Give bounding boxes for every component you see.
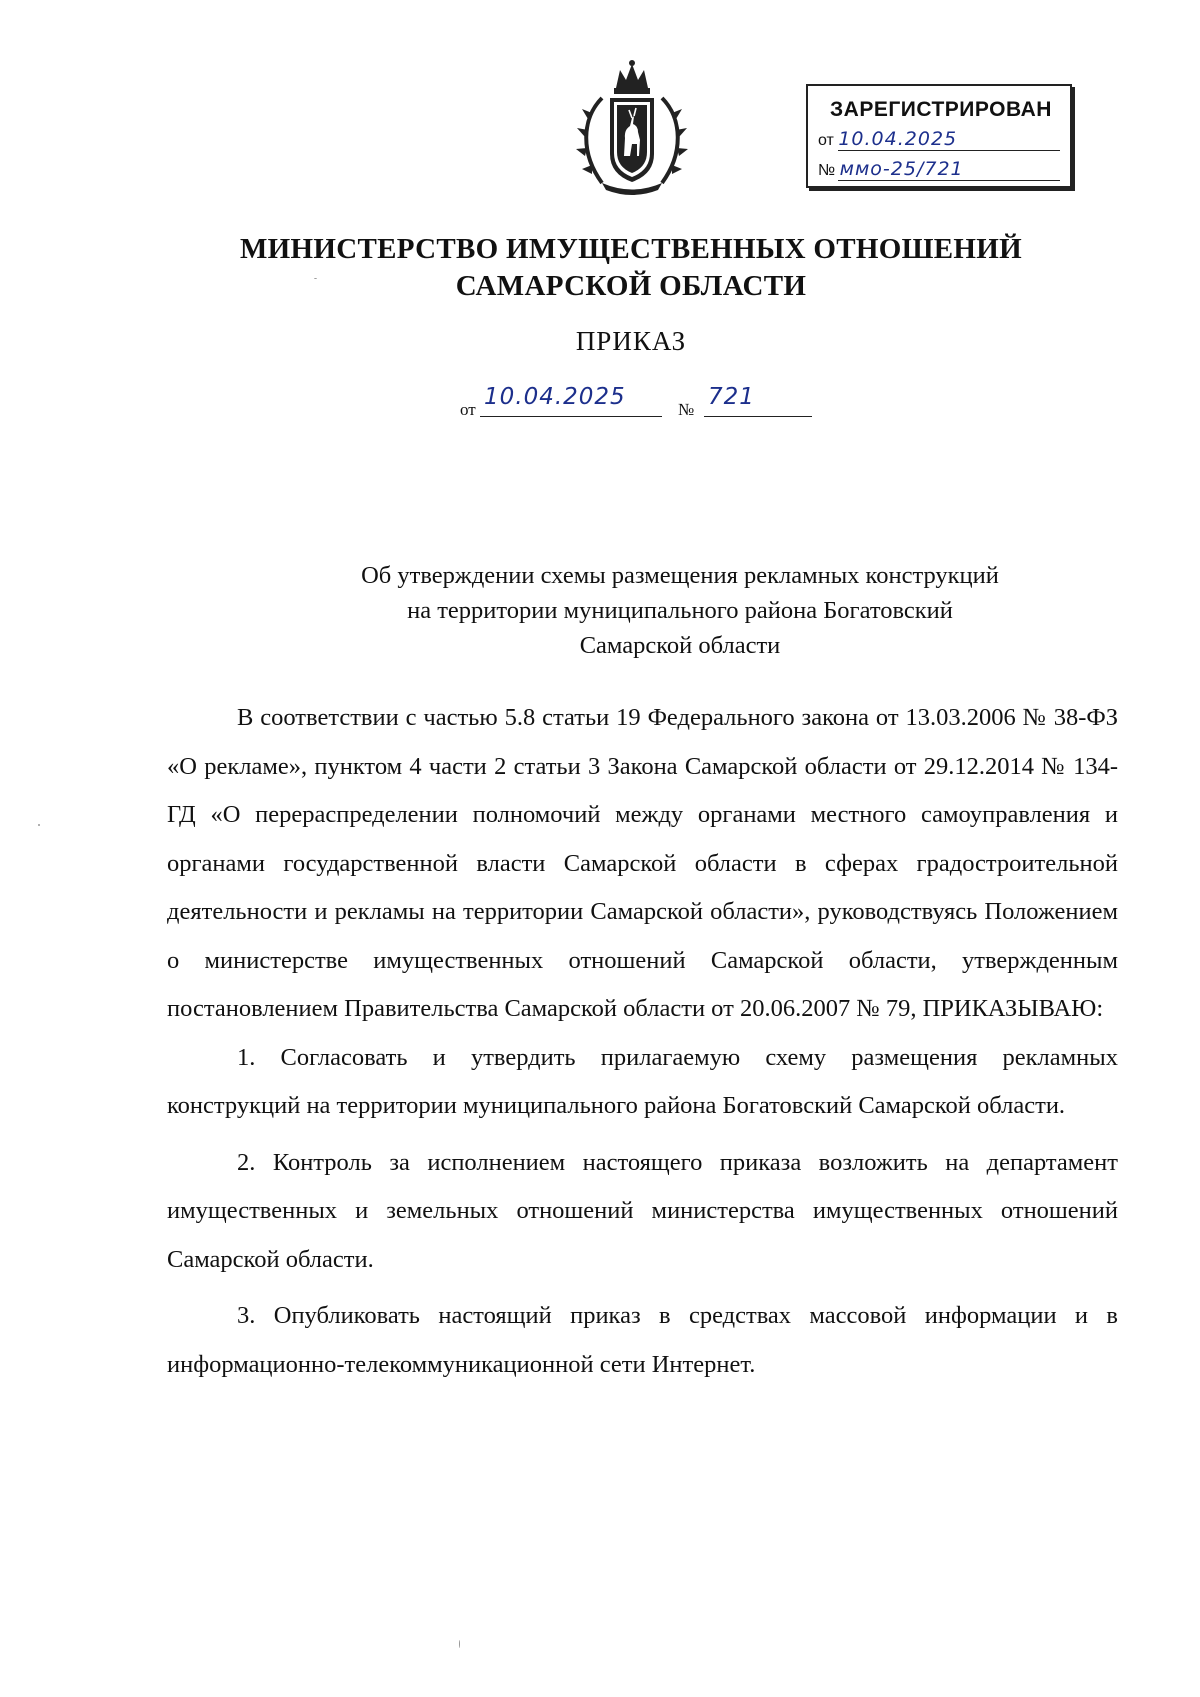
stamp-number-prefix: № (818, 162, 836, 179)
subject-line: Об утверждении схемы размещения рекламных конструкций (361, 562, 999, 589)
stamp-number-row (818, 158, 964, 180)
order-item: 3. Опубликовать настоящий приказ в средствах массовой информации и в информационно-телекоммуникационной сети Интернет. (167, 1302, 1118, 1378)
stamp-date-prefix: от (818, 132, 834, 149)
order-date-field (480, 386, 662, 417)
subject-line: Самарской области (579, 632, 781, 659)
stamp-number-handwritten: ммо-25/721 (839, 158, 964, 180)
order-date-number-line (460, 384, 820, 424)
order-body (167, 694, 1118, 1389)
stamp-date-handwritten: 10.04.2025 (838, 128, 958, 150)
stamp-date-row (818, 128, 957, 150)
document-type-title: ПРИКАЗ (575, 326, 687, 356)
coat-of-arms-emblem (572, 58, 692, 196)
order-date-handwritten: 10.04.2025 (484, 384, 626, 410)
ministry-name-line2: САМАРСКОЙ ОБЛАСТИ (455, 270, 807, 302)
order-number-prefix: № (678, 400, 695, 419)
ministry-name-line1: МИНИСТЕРСТВО ИМУЩЕСТВЕННЫХ ОТНОШЕНИЙ (239, 233, 1022, 265)
order-item: 1. Согласовать и утвердить прилагаемую схему размещения рекламных конструкций на территории муниципального района Богатовский Самарской области. (167, 1043, 1118, 1119)
stamp-title: ЗАРЕГИСТРИРОВАН (830, 98, 1052, 121)
order-number-handwritten: 721 (708, 384, 755, 410)
registration-stamp (806, 84, 1072, 188)
subject-line: на территории муниципального района Богатовский (407, 597, 953, 624)
order-item: 2. Контроль за исполнением настоящего приказа возложить на департамент имущественных и земельных отношений министерства имущественных отношений Самарской области. (167, 1148, 1118, 1273)
preamble-paragraph: В соответствии с частью 5.8 статьи 19 Федерального закона от 13.03.2006 № 38-ФЗ «О рекламе», пунктом 4 части 2 статьи 3 Закона Самарской области от 29.12.2014 № 134-ГД «О перераспределении полномочий между органами местного самоуправления и органами государственной власти Самарской области в сферах градостроительной деятельности и рекламы на территории Самарской области», руководствуясь Положением о министерстве имущественных отношений Самарской области, утвержденным постановлением Правительства Самарской области от 20.06.2007 № 79, ПРИКАЗЫВАЮ: (167, 704, 1118, 1022)
order-subject (220, 558, 1140, 663)
order-date-prefix: от (460, 400, 476, 419)
order-number-field (704, 386, 812, 417)
